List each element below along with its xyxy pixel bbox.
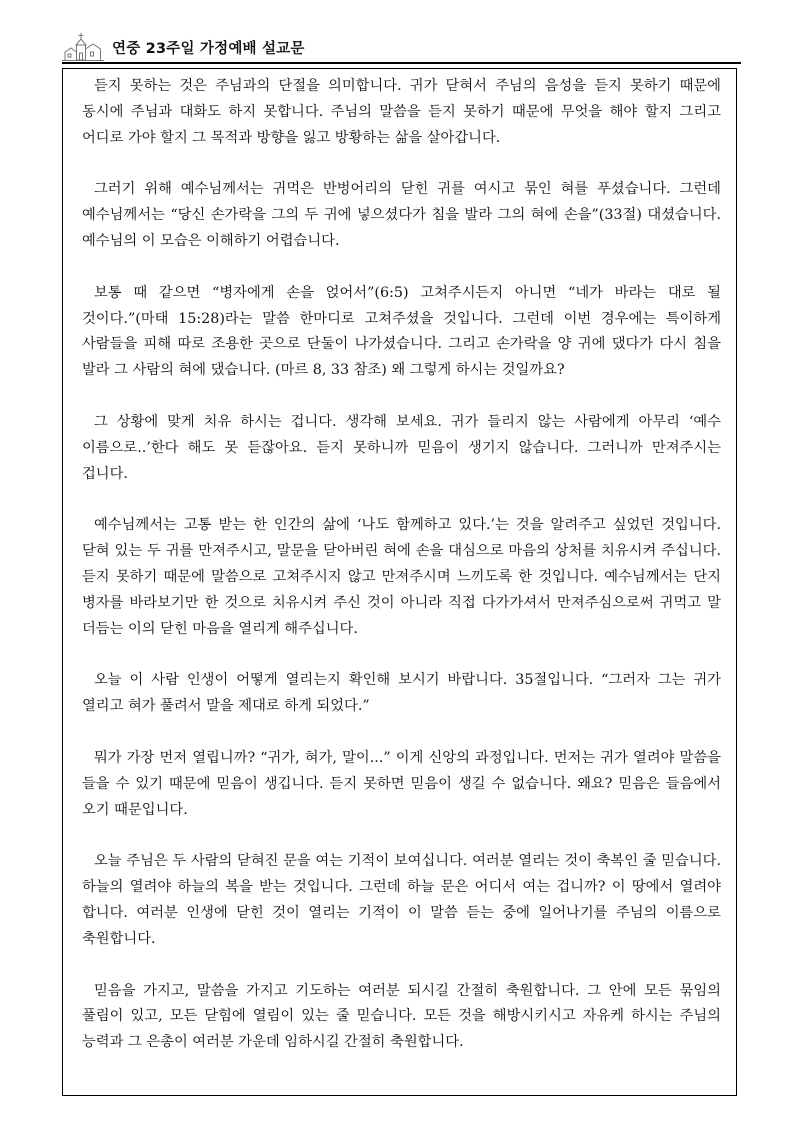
page-header	[62, 30, 740, 64]
paragraph-6: 오늘 이 사람 인생이 어떻게 열리는지 확인해 보시기 바랍니다. 35절입니다. “그러자 그는 귀가 열리고 혀가 풀려서 말을 제대로 하게 되었다.”	[82, 672, 721, 715]
paragraph-1: 듣지 못하는 것은 주님과의 단절을 의미합니다. 귀가 닫혀서 주님의 음성을 듣지 못하기 때문에 동시에 주님과 대화도 하지 못합니다. 주님의 말씀을 듣지 못하기 때문에 무엇을 해야 할지 그리고 어디로 가야 할지 그 목적과 방향을 잃고 방황하는 삶을 살아갑니다.	[82, 78, 721, 146]
header-divider	[62, 62, 741, 64]
paragraph-4: 그 상황에 맞게 치유 하시는 겁니다. 생각해 보세요. 귀가 들리지 않는 사람에게 아무리 ‘예수 이름으로..’한다 해도 못 듣잖아요. 듣지 못하니까 믿음이 생기지 않습니다. 그러니까 만져주시는 겁니다.	[82, 413, 721, 482]
paragraph-9: 믿음을 가지고, 말씀을 가지고 기도하는 여러분 되시길 간절히 축원합니다. 그 안에 모든 묶임의 풀림이 있고, 모든 닫힘에 열림이 있는 줄 믿습니다. 모든 것을 해방시키시고 자유케 하시는 주님의 능력과 그 은총이 여러분 가운데 임하시길 간절히 축원합니다.	[82, 982, 721, 1051]
page-title: 연중 23주일 가정예배 설교문	[112, 40, 305, 57]
paragraph-2: 그러기 위해 예수님께서는 귀먹은 반벙어리의 닫힌 귀를 여시고 묶인 혀를 푸셨습니다. 그런데 예수님께서는 “당신 손가락을 그의 두 귀에 넣으셨다가 침을 발라 그의 혀에 손을”(33절) 대셨습니다. 예수님의 이 모습은 이해하기 어렵습니다.	[82, 181, 721, 249]
paragraph-3: 보통 때 같으면 “병자에게 손을 얹어서”(6:5) 고쳐주시든지 아니면 “네가 바라는 대로 될 것이다.”(마태 15:28)라는 말씀 한마디로 고쳐주셨을 것입니다. 그런데 이번 경우에는 특이하게 사람들을 피해 따로 조용한 곳으로 단둘이 나가셨습니다. 그리고 손가락을 양 귀에 댔다가 다시 침을 발라 그 사람의 혀에 댔습니다. (마르 8, 33 참조) 왜 그렇게 하시는 것일까요?	[82, 284, 721, 379]
church-icon	[62, 32, 104, 62]
paragraph-8: 오늘 주님은 두 사람의 닫혀진 문을 여는 기적이 보여십니다. 여러분 열리는 것이 축복인 줄 믿습니다. 하늘의 열려야 하늘의 복을 받는 것입니다. 그런데 하늘 문은 어디서 여는 겁니까? 이 땅에서 열려야 합니다. 여러분 인생에 닫힌 것이 열리는 기적이 이 말씀 듣는 중에 일어나기를 주님의 이름으로 축원합니다.	[82, 853, 721, 947]
paragraph-5: 예수님께서는 고통 받는 한 인간의 삶에 ‘나도 함께하고 있다.’는 것을 알려주고 싶었던 것입니다. 닫혀 있는 두 귀를 만져주시고, 말문을 닫아버린 혀에 손을 대심으로 마음의 상처를 치유시켜 주십니다. 듣지 못하기 때문에 말씀으로 고쳐주시지 않고 만져주시며 느끼도록 한 것입니다. 예수님께서는 단지 병자를 바라보기만 한 것으로 치유시켜 주신 것이 아니라 직접 다가가셔서 만져주심으로써 귀먹고 말 더듬는 이의 닫힌 마음을 열리게 해주십니다.	[82, 517, 721, 637]
paragraph-7: 뭐가 가장 먼저 열립니까? “귀가, 혀가, 말이...” 이게 신앙의 과정입니다. 먼저는 귀가 열려야 말씀을 들을 수 있기 때문에 믿음이 생깁니다. 듣지 못하면 믿음이 생길 수 없습니다. 왜요? 믿음은 들음에서 오기 때문입니다.	[82, 749, 721, 818]
sermon-text-box	[62, 68, 737, 1096]
